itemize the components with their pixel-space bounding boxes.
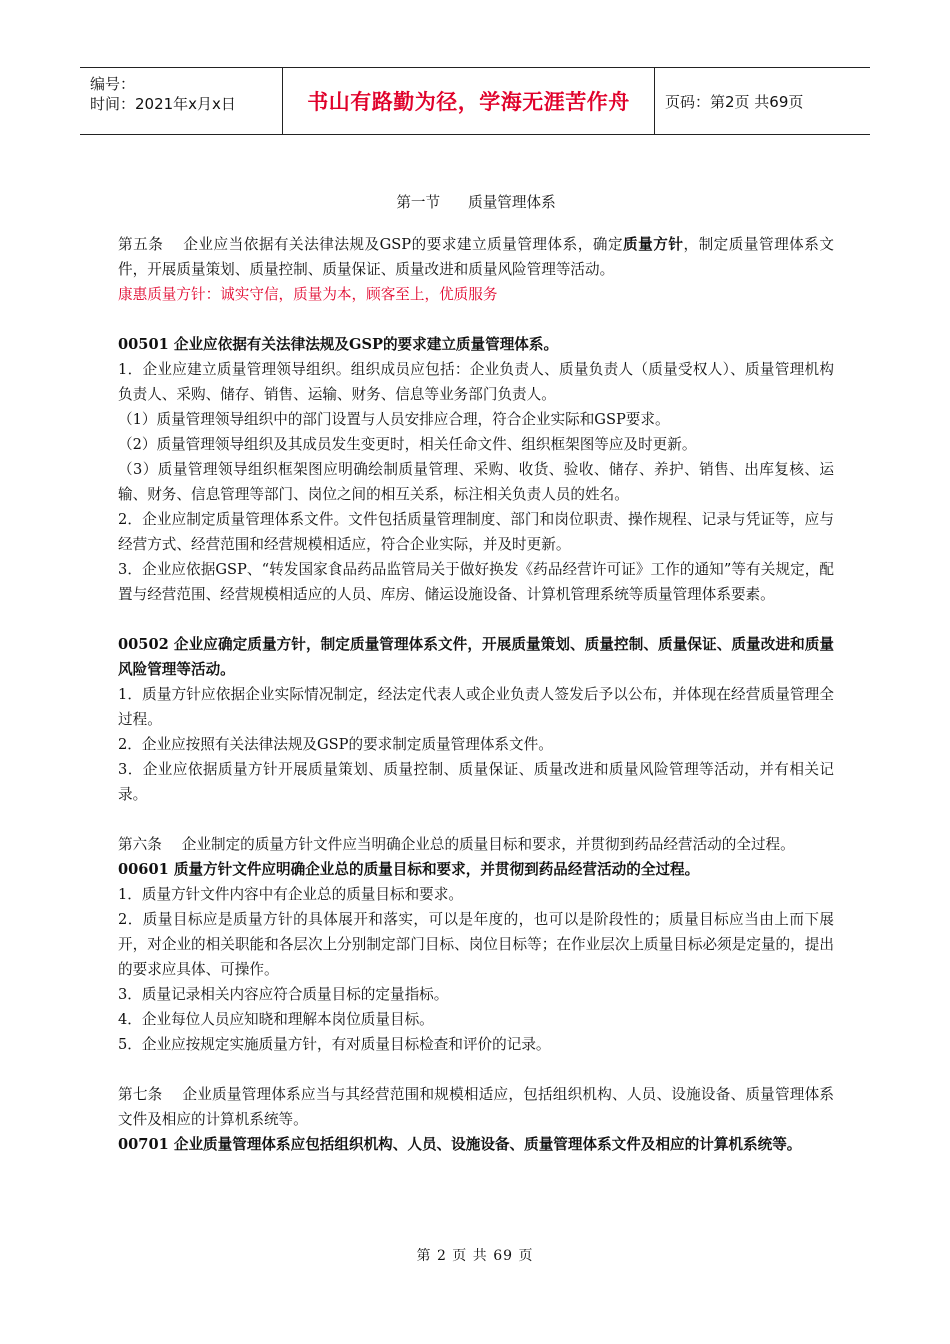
article-text: ，制定质量管理体系文件，开展质量策划、质量控制、质量保证、质量改进和质量风险管理等活动。 [118,236,834,278]
clause-paragraph: 1．质量方针应依据企业实际情况制定，经法定代表人或企业负责人签发后予以公布，并体现在经营质量管理全过程。 [118,686,834,728]
clause-heading-00501: 00501 企业应依据有关法律法规及GSP的要求建立质量管理体系。 [118,336,559,353]
clause-paragraph: 4．企业每位人员应知晓和理解本岗位质量目标。 [118,1011,434,1028]
article-label: 第六条 [118,836,162,853]
clause-paragraph: 1．企业应建立质量管理领导组织。组织成员应包括：企业负责人、质量负责人（质量受权人）、质量管理机构负责人、采购、储存、销售、运输、财务、信息等业务部门负责人。 [118,361,834,403]
clause-paragraph: 3．质量记录相关内容应符合质量目标的定量指标。 [118,986,449,1003]
document-body [118,190,834,1157]
clause-paragraph: 3．企业应依据质量方针开展质量策划、质量控制、质量保证、质量改进和质量风险管理等活动，并有相关记录。 [118,761,834,803]
document-date: 时间：2021年x月x日 [90,95,236,113]
clause-paragraph: 5．企业应按规定实施质量方针，有对质量目标检查和评价的记录。 [118,1036,551,1053]
clause-paragraph: 3．企业应依据GSP、“转发国家食品药品监管局关于做好换发《药品经营许可证》工作的通知”等有关规定，配置与经营范围、经营规模相适应的人员、库房、储运设施设备、计算机管理系统等质量管理体系要素。 [118,561,834,603]
clause-paragraph: （3）质量管理领导组织框架图应明确绘制质量管理、采购、收货、验收、储存、养护、销售、出库复核、运输、财务、信息管理等部门、岗位之间的相互关系，标注相关负责人员的姓名。 [118,461,834,503]
article-5 [118,232,834,282]
article-emphasis: 质量方针 [623,236,684,253]
article-text: 企业应当依据有关法律法规及GSP的要求建立质量管理体系，确定 [183,236,624,253]
clause-heading-00701: 00701 企业质量管理体系应包括组织机构、人员、设施设备、质量管理体系文件及相应的计算机系统等。 [118,1136,802,1153]
article-label: 第五条 [118,236,164,253]
article-7 [118,1082,834,1132]
article-6 [118,832,834,857]
clause-paragraph: （2）质量管理领导组织及其成员发生变更时，相关任命文件、组织框架图等应及时更新。 [118,436,697,453]
header-meta [80,68,283,134]
page-header [80,67,870,135]
page-footer: 第 2 页 共 69 页 [416,1248,534,1264]
clause-paragraph: （1）质量管理领导组织中的部门设置与人员安排应合理，符合企业实际和GSP要求。 [118,411,670,428]
section-name: 质量管理体系 [468,194,556,211]
quality-policy: 康惠质量方针：诚实守信，质量为本，顾客至上，优质服务 [118,286,498,303]
clause-paragraph: 1．质量方针文件内容中有企业总的质量目标和要求。 [118,886,463,903]
header-page-info: 页码：第2页 共69页 [665,92,804,111]
document-number-label: 编号： [90,75,136,93]
section-title [118,190,834,215]
article-text: 企业制定的质量方针文件应当明确企业总的质量目标和要求，并贯彻到药品经营活动的全过程。 [181,836,795,853]
clause-paragraph: 2．质量目标应是质量方针的具体展开和落实，可以是年度的，也可以是阶段性的；质量目标应当由上而下展开，对企业的相关职能和各层次上分别制定部门目标、岗位目标等；在作业层次上质量目标必须是定量的，提出的要求应具体、可操作。 [118,911,834,978]
clause-paragraph: 2．企业应制定质量管理体系文件。文件包括质量管理制度、部门和岗位职责、操作规程、记录与凭证等，应与经营方式、经营范围和经营规模相适应，符合企业实际，并及时更新。 [118,511,834,553]
section-number: 第一节 [396,194,441,211]
clause-heading-00502: 00502 企业应确定质量方针，制定质量管理体系文件，开展质量策划、质量控制、质量保证、质量改进和质量风险管理等活动。 [118,636,834,678]
article-label: 第七条 [118,1086,163,1103]
article-text: 企业质量管理体系应当与其经营范围和规模相适应，包括组织机构、人员、设施设备、质量管理体系文件及相应的计算机系统等。 [118,1086,834,1128]
clause-paragraph: 2．企业应按照有关法律法规及GSP的要求制定质量管理体系文件。 [118,736,553,753]
clause-heading-00601: 00601 质量方针文件应明确企业总的质量目标和要求，并贯彻到药品经营活动的全过程。 [118,861,700,878]
header-motto: 书山有路勤为径，学海无涯苦作舟 [283,68,655,134]
